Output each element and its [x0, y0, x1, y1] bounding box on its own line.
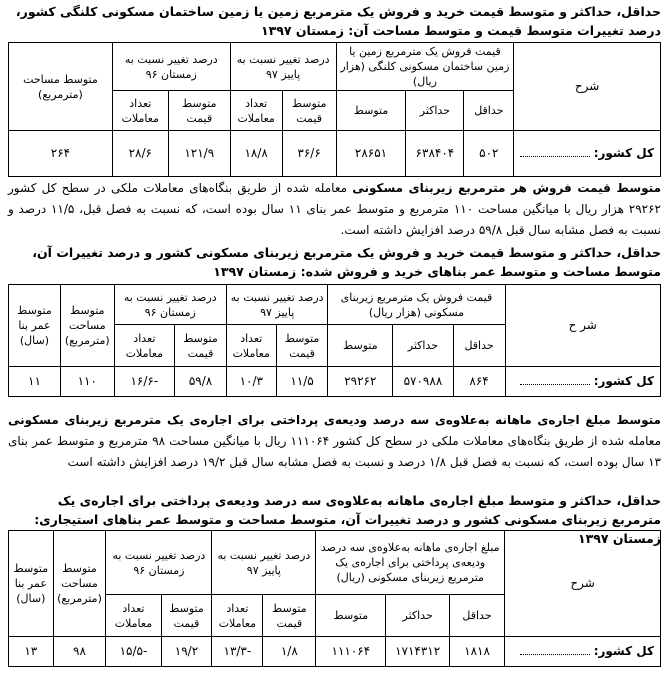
- paragraph-1-text: معامله شده از طریق بنگاه‌های معاملات ملکی در سطح کل کشور ۲۹۲۶۲ هزار ریال با میانگین مساحت ۱۱۰ مترمربع و متوسط عمر بنای ۱۱ سال بوده است، که نسبت به فصل قبل، ۱۱/۵ درصد و نسبت به فصل مشابه سال قبل ۵۹/۸ درصد افزایش داشته است.: [8, 181, 661, 237]
- winter-price-change: ۵۹/۸: [175, 367, 227, 397]
- autumn-avg-price-header: متوسط قیمت: [282, 91, 336, 131]
- autumn-deals-change: ۱۸/۸: [230, 131, 282, 177]
- avg-age-value: ۱۱: [9, 367, 61, 397]
- autumn-deals-change: -۱۳/۳: [212, 637, 263, 667]
- avg-header: متوسط: [316, 595, 386, 637]
- winter-avg-price-header: متوسط قیمت: [175, 325, 227, 367]
- winter-price-change: ۱۲۱/۹: [168, 131, 230, 177]
- avg-area-header: متوسط مساحت (مترمربع): [9, 43, 113, 131]
- winter-deals-change: ۲۸/۶: [112, 131, 168, 177]
- paragraph-1-lead: متوسط قیمت فروش هر مترمربع زیربنای مسکونی: [352, 181, 661, 195]
- min-header: حداقل: [453, 325, 505, 367]
- price-group-header: قیمت فروش یک مترمربع زیربنای مسکونی (هزار ریال): [328, 285, 505, 325]
- change-autumn-header: درصد تغییر نسبت به پاییز ۹۷: [226, 285, 328, 325]
- min-header: حداقل: [464, 91, 514, 131]
- avg-age-header: متوسط عمر بنا (سال): [9, 285, 61, 367]
- avg-area-value: ۹۸: [53, 637, 106, 667]
- winter-deals-change: -۱۶/۶: [114, 367, 174, 397]
- avg-header: متوسط: [336, 91, 406, 131]
- autumn-avg-price-header: متوسط قیمت: [263, 595, 316, 637]
- sharh-header: شرح: [505, 531, 661, 637]
- table3: [8, 530, 661, 667]
- autumn-num-deals-header: تعداد معاملات: [226, 325, 276, 367]
- table2-caption: حداقل، حداکثر و متوسط قیمت خرید و فروش یک مترمربع زیربنای مسکونی کشور و درصد تغییرات آن، متوسط مساحت و متوسط عمر بناهای خرید و فروش شده: زمستان ۱۳۹۷: [32, 245, 661, 279]
- avg-area-header: متوسط مساحت (مترمربع): [53, 531, 106, 637]
- change-winter-header: درصد تغییر نسبت به زمستان ۹۶: [114, 285, 226, 325]
- price-group-header: قیمت فروش یک مترمربع زمین یا زمین ساختمان مسکونی کلنگی (هزار ریال): [336, 43, 514, 91]
- max-header: حداکثر: [393, 325, 453, 367]
- row-label: کل کشور:: [514, 131, 661, 177]
- row-label: کل کشور:: [505, 637, 661, 667]
- change-autumn-header: درصد تغییر نسبت به پاییز ۹۷: [212, 531, 316, 595]
- price-group-header: مبلغ اجاره‌ی ماهانه به‌علاوه‌ی سه درصد ودیعه‌ی پرداختی برای اجاره‌ی یک مترمربع زیربنای مسکونی (ریال): [316, 531, 505, 595]
- table3-caption: حداقل، حداکثر و متوسط مبلغ اجاره‌ی ماهانه به‌علاوه‌ی سه درصد ودیعه‌ی پرداختی برای اجاره‌ی یک مترمربع زیربنای مسکونی کشور و درصد تغییرات آن، متوسط مساحت و متوسط عمر بناهای استیجاری: زمستان ۱۳۹۷: [34, 493, 661, 546]
- min-value: ۸۶۴: [453, 367, 505, 397]
- autumn-num-deals-header: تعداد معاملات: [212, 595, 263, 637]
- autumn-price-change: ۱۱/۵: [276, 367, 328, 397]
- avg-header: متوسط: [328, 325, 393, 367]
- paragraph-2: [8, 410, 661, 473]
- paragraph-1: [8, 178, 661, 241]
- avg-area-value: ۲۶۴: [9, 131, 113, 177]
- min-value: ۱۸۱۸: [449, 637, 504, 667]
- winter-num-deals-header: تعداد معاملات: [114, 325, 174, 367]
- autumn-num-deals-header: تعداد معاملات: [230, 91, 282, 131]
- table2: [8, 284, 661, 397]
- avg-area-value: ۱۱۰: [60, 367, 114, 397]
- max-value: ۱۷۱۴۳۱۲: [386, 637, 450, 667]
- avg-age-value: ۱۳: [9, 637, 54, 667]
- max-value: ۶۳۸۴۰۴: [406, 131, 464, 177]
- max-header: حداکثر: [386, 595, 450, 637]
- winter-num-deals-header: تعداد معاملات: [106, 595, 161, 637]
- min-value: ۵۰۲: [464, 131, 514, 177]
- avg-value: ۱۱۱۰۶۴: [316, 637, 386, 667]
- table1: [8, 42, 661, 177]
- max-header: حداکثر: [406, 91, 464, 131]
- autumn-price-change: ۱/۸: [263, 637, 316, 667]
- avg-area-header: متوسط مساحت (مترمربع): [60, 285, 114, 367]
- winter-price-change: ۱۹/۲: [161, 637, 212, 667]
- paragraph-2-text: معامله شده از طریق بنگاه‌های معاملات ملکی در سطح کل کشور ۱۱۱۰۶۴ ریال با میانگین مساحت ۹۸ مترمربع و متوسط عمر بنای ۱۳ سال بوده است، که نسبت به فصل قبل ۱/۸ درصد و نسبت به فصل مشابه سال قبل ۱۹/۲ درصد افزایش داشته است: [8, 434, 662, 469]
- winter-num-deals-header: تعداد معاملات: [112, 91, 168, 131]
- row-label: کل کشور:: [505, 367, 661, 397]
- change-winter-header: درصد تغییر نسبت به زمستان ۹۶: [106, 531, 212, 595]
- avg-value: ۲۸۶۵۱: [336, 131, 406, 177]
- autumn-price-change: ۳۶/۶: [282, 131, 336, 177]
- winter-deals-change: -۱۵/۵: [106, 637, 161, 667]
- table1-caption: حداقل، حداکثر و متوسط قیمت خرید و فروش یک مترمربع زمین یا زمین ساختمان مسکونی کلنگی کشور، درصد تغییرات متوسط قیمت و متوسط مساحت آن: زمستان ۱۳۹۷: [15, 4, 661, 38]
- paragraph-2-lead: متوسط مبلغ اجاره‌ی ماهانه به‌علاوه‌ی سه درصد ودیعه‌ی پرداختی برای اجاره‌ی یک مترمربع زیربنای مسکونی: [8, 413, 661, 427]
- winter-avg-price-header: متوسط قیمت: [168, 91, 230, 131]
- avg-value: ۲۹۲۶۲: [328, 367, 393, 397]
- min-header: حداقل: [449, 595, 504, 637]
- change-autumn-header: درصد تغییر نسبت به پاییز ۹۷: [230, 43, 336, 91]
- autumn-avg-price-header: متوسط قیمت: [276, 325, 328, 367]
- sharh-header: شرح: [514, 43, 661, 131]
- max-value: ۵۷۰۹۸۸: [393, 367, 453, 397]
- sharh-header: شر ح: [505, 285, 661, 367]
- winter-avg-price-header: متوسط قیمت: [161, 595, 212, 637]
- autumn-deals-change: ۱۰/۳: [226, 367, 276, 397]
- change-winter-header: درصد تغییر نسبت به زمستان ۹۶: [112, 43, 230, 91]
- avg-age-header: متوسط عمر بنا (سال): [9, 531, 54, 637]
